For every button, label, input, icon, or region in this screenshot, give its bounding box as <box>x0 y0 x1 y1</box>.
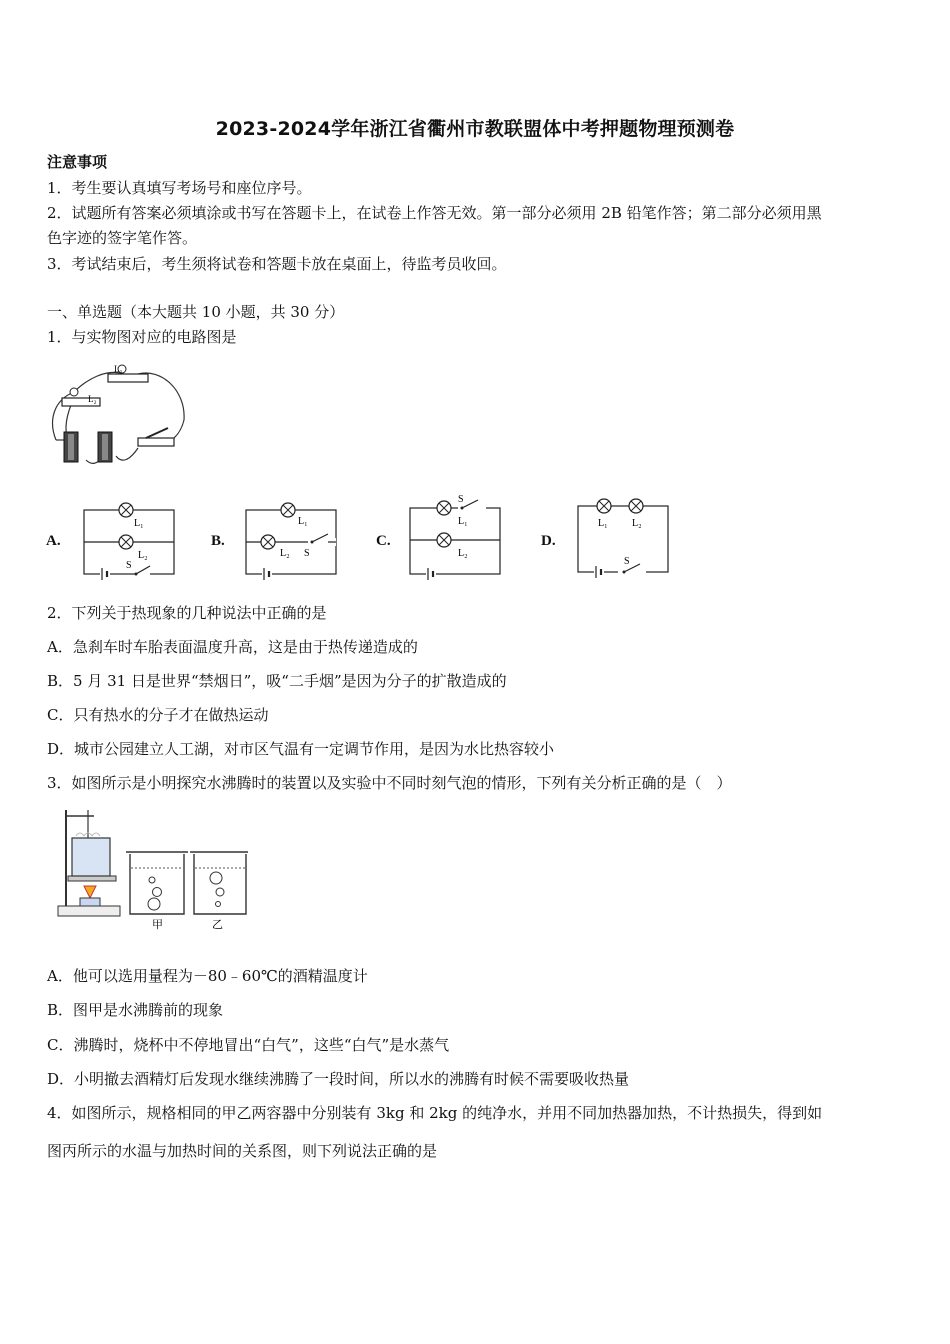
question-stem: 4．如图所示，规格相同的甲乙两容器中分别装有 3kg 和 2kg 的纯净水，并用不同加热器加热，不计热损失，得到如 <box>47 1104 823 1122</box>
label-s: S <box>624 556 630 567</box>
figure-label-jia: 甲 <box>152 919 163 931</box>
label-l2: L₂ <box>280 548 290 559</box>
option-text: A．急刹车时车胎表面温度升高，这是由于热传递造成的 <box>47 638 418 656</box>
label-l2: L₂ <box>138 550 148 561</box>
label-s: S <box>304 548 310 559</box>
circuit-option-a <box>78 496 182 580</box>
boiling-experiment-figure <box>54 806 249 932</box>
label-s: S <box>126 560 132 571</box>
notice-item: 2．试题所有答案必须填涂或书写在答题卡上，在试卷上作答无效。第一部分必须用 2B 铅笔作答；第二部分必须用黑 <box>47 204 822 222</box>
option-b-label: B. <box>211 533 225 549</box>
figure-label-yi: 乙 <box>212 919 223 931</box>
notice-item: 3．考试结束后，考生须将试卷和答题卡放在桌面上，待监考员收回。 <box>47 255 507 273</box>
notice-item: 色字迹的签字笔作答。 <box>47 229 198 247</box>
question-stem: 2．下列关于热现象的几种说法中正确的是 <box>47 604 327 622</box>
page-title: 2023-2024学年浙江省衢州市教联盟体中考押题物理预测卷 <box>215 118 735 140</box>
photo-label-l1: L₁ <box>114 364 123 374</box>
circuit-option-c <box>404 494 508 580</box>
option-text: B．图甲是水沸腾前的现象 <box>47 1001 224 1019</box>
question-stem-continued: 图丙所示的水温与加热时间的关系图，则下列说法正确的是 <box>47 1142 438 1160</box>
circuit-option-b <box>240 496 344 580</box>
notice-item: 1．考生要认真填写考场号和座位序号。 <box>47 179 312 197</box>
option-text: A．他可以选用量程为－80﹣60℃的酒精温度计 <box>47 967 368 985</box>
option-c-label: C. <box>376 533 391 549</box>
circuit-photo-figure <box>46 360 196 468</box>
label-l1: L₁ <box>598 518 608 529</box>
label-l1: L₁ <box>458 516 468 527</box>
option-text: B．5 月 31 日是世界“禁烟日”，吸“二手烟”是因为分子的扩散造成的 <box>47 672 507 690</box>
section-heading: 一、单选题（本大题共 10 小题，共 30 分） <box>47 303 345 321</box>
photo-label-l2: L₂ <box>88 394 97 404</box>
notice-heading: 注意事项 <box>47 153 108 171</box>
label-s: S <box>458 494 464 505</box>
option-text: C．沸腾时，烧杯中不停地冒出“白气”，这些“白气”是水蒸气 <box>47 1036 450 1054</box>
option-text: C．只有热水的分子才在做热运动 <box>47 706 269 724</box>
option-d-label: D. <box>541 533 556 549</box>
label-l1: L₁ <box>134 518 144 529</box>
option-text: D．城市公园建立人工湖，对市区气温有一定调节作用，是因为水比热容较小 <box>47 740 555 758</box>
question-stem: 1．与实物图对应的电路图是 <box>47 328 237 346</box>
question-stem: 3．如图所示是小明探究水沸腾时的装置以及实验中不同时刻气泡的情形，下列有关分析正确的是（ ） <box>47 774 732 792</box>
option-a-label: A. <box>46 533 61 549</box>
option-text: D．小明撤去酒精灯后发现水继续沸腾了一段时间，所以水的沸腾有时候不需要吸收热量 <box>47 1070 630 1088</box>
label-l1: L₁ <box>298 516 308 527</box>
label-l2: L₂ <box>458 548 468 559</box>
label-l2: L₂ <box>632 518 642 529</box>
circuit-option-d <box>572 494 676 580</box>
